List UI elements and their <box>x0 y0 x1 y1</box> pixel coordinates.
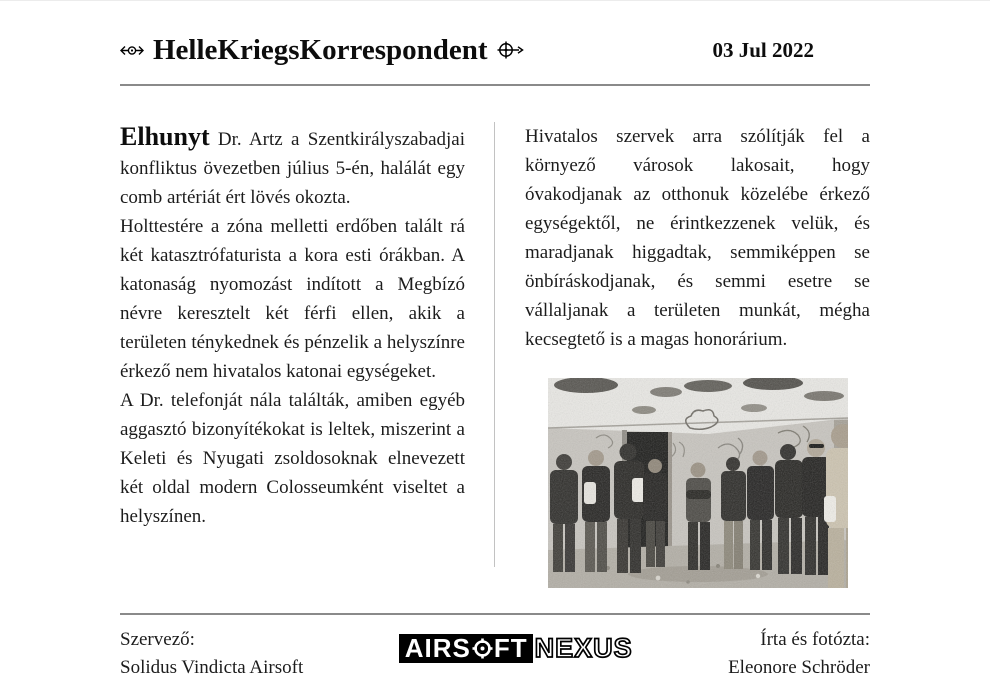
left-paragraph-1-text: Dr. Artz a Szentkirályszabadjai konfliktus övezetben július 5-én, halálát egy comb artériát ért lövés okozta. <box>120 129 465 208</box>
right-paragraph-1: Hivatalos szervek arra szólítják fel a környező városok lakosait, hogy óvakodjanak az otthonuk közelébe érkező egységektől, ne érintkezzenek velük, és maradjanak higgadtak, semmiképpen se önbíráskodjanak, és semmi esetre se vállaljanak a területen munkát, mégha kecsegtető is a magas honorárium. <box>525 126 870 350</box>
organizer-name: Solidus Vindicta Airsoft <box>120 657 304 678</box>
page-title: HelleKriegsKorrespondent <box>153 33 488 66</box>
footer-divider <box>120 613 870 615</box>
crosshair-arrow-right-icon <box>497 41 524 59</box>
scope-reticle-icon <box>472 638 493 659</box>
credits-block <box>728 626 870 682</box>
article-photo <box>548 378 848 588</box>
left-paragraph-3: A Dr. telefonját nála találták, amiben egyéb aggasztó bizonyítékokat is leltek, miszerint a Keleti és Nyugati zsoldosoknak elnevezett két oldal modern Colosseumként viseltet a helyszínen. <box>120 390 465 527</box>
footer <box>120 626 870 682</box>
article-photo-container <box>525 378 870 593</box>
left-paragraph-1 <box>120 122 465 212</box>
right-column <box>525 122 870 593</box>
lead-word: Elhunyt <box>120 122 210 151</box>
credits-label: Írta és fotózta: <box>760 629 870 650</box>
left-column <box>120 122 465 593</box>
credits-name: Eleonore Schröder <box>728 657 870 678</box>
logo-airsoft-part <box>399 634 533 663</box>
logo-nexus-part: NEXUS <box>534 633 633 663</box>
organizer-label: Szervező: <box>120 629 195 650</box>
logo-airs-text: AIRS <box>404 633 471 663</box>
logo-ft-text: FT <box>493 633 528 663</box>
masthead <box>120 25 870 75</box>
airsoftnexus-logo <box>399 634 633 663</box>
issue-date: 03 Jul 2022 <box>712 37 814 62</box>
masthead-divider <box>120 84 870 86</box>
column-divider <box>494 122 495 567</box>
reticle-double-arrow-icon <box>120 44 144 57</box>
left-paragraph-2: Holttestére a zóna melletti erdőben talált rá két katasztrófaturista a kora esti órákban. A katonaság nyomozást indított a Megbízó névre keresztelt két férfi ellen, akik a területen ténykednek és pénzelik a helyszínre érkező nem hivatalos katonai egységeket. <box>120 216 465 382</box>
organizer-block <box>120 626 303 682</box>
article-body <box>120 122 870 593</box>
masthead-title-group <box>120 34 524 67</box>
